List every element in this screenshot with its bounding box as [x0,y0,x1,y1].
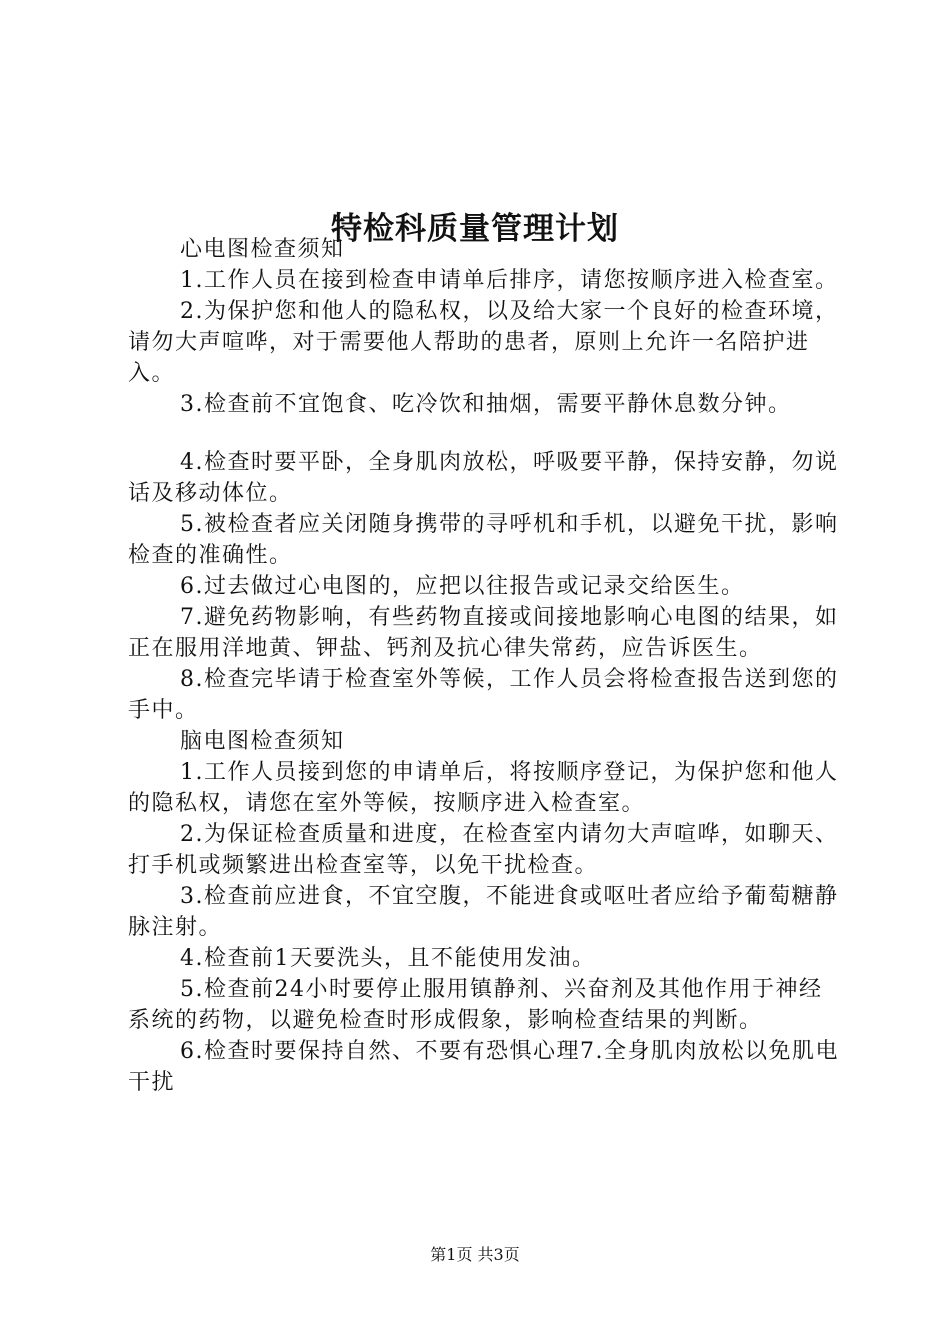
section-heading-ecg: 心电图检查须知 [180,237,345,262]
eeg-item-2: 2.为保证检查质量和进度，在检查室内请勿大声喧哗，如聊天、打手机或频繁进出检查室等，以免干扰检查。 [128,822,839,878]
eeg-item-1: 1.工作人员接到您的申请单后，将按顺序登记，为保护您和他人的隐私权，请您在室外等候，按顺序进入检查室。 [128,760,839,816]
ecg-item-8: 8.检查完毕请于检查室外等候，工作人员会将检查报告送到您的手中。 [128,667,839,723]
section-heading-eeg: 脑电图检查须知 [180,729,345,754]
eeg-item-3: 3.检查前应进食，不宜空腹，不能进食或呕吐者应给予葡萄糖静脉注射。 [128,884,839,940]
document-body [128,234,840,1098]
ecg-item-5: 5.被检查者应关闭随身携带的寻呼机和手机，以避免干扰，影响检查的准确性。 [128,512,839,568]
eeg-item-4: 4.检查前1天要洗头，且不能使用发油。 [180,946,596,971]
ecg-item-3: 3.检查前不宜饱食、吃冷饮和抽烟，需要平静休息数分钟。 [180,392,792,417]
eeg-item-5: 5.检查前24小时要停止服用镇静剂、兴奋剂及其他作用于神经系统的药物，以避免检查时形成假象，影响检查结果的判断。 [128,977,823,1033]
eeg-item-6-7: 6.检查时要保持自然、不要有恐惧心理7.全身肌肉放松以免肌电干扰 [128,1039,839,1095]
ecg-item-7: 7.避免药物影响，有些药物直接或间接地影响心电图的结果，如正在服用洋地黄、钾盐、钙剂及抗心律失常药，应告诉医生。 [128,605,839,661]
ecg-item-4: 4.检查时要平卧，全身肌肉放松，呼吸要平静，保持安静，勿说话及移动体位。 [128,450,839,506]
ecg-item-6: 6.过去做过心电图的，应把以往报告或记录交给医生。 [180,574,745,599]
page-footer: 第1页 共3页 [430,1245,520,1264]
document-title: 特检科质量管理计划 [331,210,619,247]
ecg-item-1: 1.工作人员在接到检查申请单后排序，请您按顺序进入检查室。 [180,268,839,293]
ecg-item-2: 2.为保护您和他人的隐私权，以及给大家一个良好的检查环境，请勿大声喧哗，对于需要他人帮助的患者，原则上允许一名陪护进入。 [128,299,839,386]
